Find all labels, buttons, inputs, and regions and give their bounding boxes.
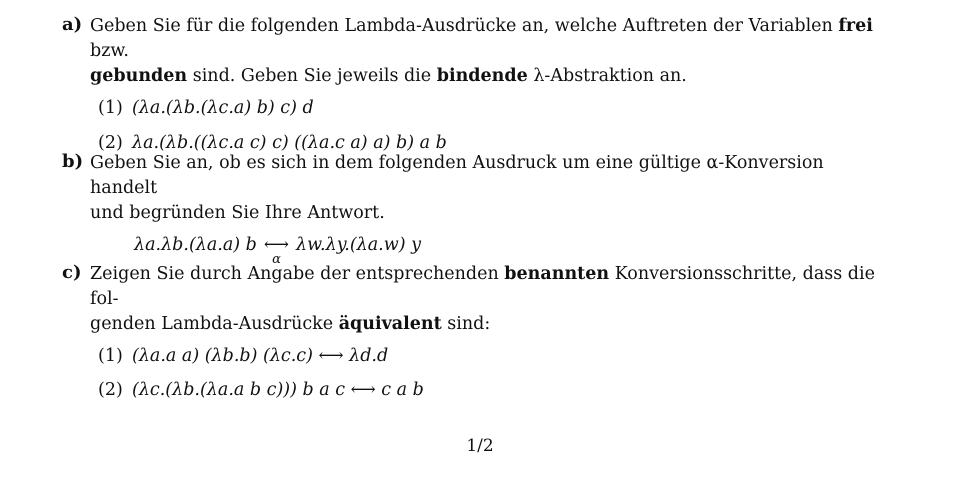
part-c-text-2: Konversionsschritte, dass die fol- — [90, 264, 875, 309]
part-b-text-2: und begründen Sie Ihre Antwort. — [90, 203, 385, 223]
part-a-bold-gebunden: gebunden — [90, 66, 188, 86]
part-a-bold-frei: frei — [838, 16, 873, 36]
lambda-expression: (λa.(λb.(λc.a) b) c) d — [132, 98, 314, 118]
part-b-text-1: Geben Sie an, ob es sich in dem folgenden Ausdruck um eine gültige α-Konversion handelt — [90, 153, 824, 198]
part-c-bold-benannten: benannten — [504, 264, 610, 284]
part-c-item-2 — [98, 377, 892, 403]
item-number: (1) — [98, 98, 123, 118]
item-number: (2) — [98, 380, 123, 400]
part-b-label: b) — [62, 151, 84, 172]
part-c-text-1: Zeigen Sie durch Angabe der entsprechenden — [90, 264, 505, 284]
part-c-label: c) — [62, 262, 82, 283]
part-a-text-3: sind. Geben Sie jeweils die — [187, 66, 437, 86]
lambda-expression: λa.(λb.((λc.a c) c) ((λa.c a) a) b) a b — [132, 133, 447, 153]
part-c-text — [90, 262, 892, 337]
alpha-subscript: α — [272, 252, 281, 267]
item-number: (2) — [98, 133, 123, 153]
conversion-rhs: λw.λy.(λa.w) y — [296, 235, 421, 255]
item-number: (1) — [98, 346, 123, 366]
part-a-bold-bindende: bindende — [436, 66, 528, 86]
part-b — [62, 151, 892, 267]
part-c-text-3: genden Lambda-Ausdrücke — [90, 314, 339, 334]
part-c-bold-aequivalent: äquivalent — [338, 314, 442, 334]
alpha-conversion — [134, 235, 892, 267]
part-c-text-4: sind: — [441, 314, 491, 334]
conversion-lhs: λa.λb.(λa.a) b — [134, 235, 257, 255]
double-arrow-icon: ⟷ — [263, 235, 290, 255]
alpha-arrow — [262, 235, 290, 267]
part-c-item-1 — [98, 343, 892, 369]
part-a-item-1 — [98, 95, 892, 121]
part-b-text — [90, 151, 892, 226]
part-a — [62, 14, 892, 156]
lambda-expression: (λa.a a) (λb.b) (λc.c) ⟷ λd.d — [132, 346, 389, 366]
part-a-text — [90, 14, 892, 89]
part-c — [62, 262, 892, 403]
part-a-label: a) — [62, 14, 83, 35]
part-a-text-1: Geben Sie für die folgenden Lambda-Ausdrücke an, welche Auftreten der Variablen — [90, 16, 839, 36]
part-a-text-4: λ-Abstraktion an. — [527, 66, 687, 86]
part-a-text-2: bzw. — [90, 41, 129, 61]
lambda-expression: (λc.(λb.(λa.a b c))) b a c ⟷ c a b — [132, 380, 424, 400]
page-number: 1/2 — [466, 436, 494, 456]
